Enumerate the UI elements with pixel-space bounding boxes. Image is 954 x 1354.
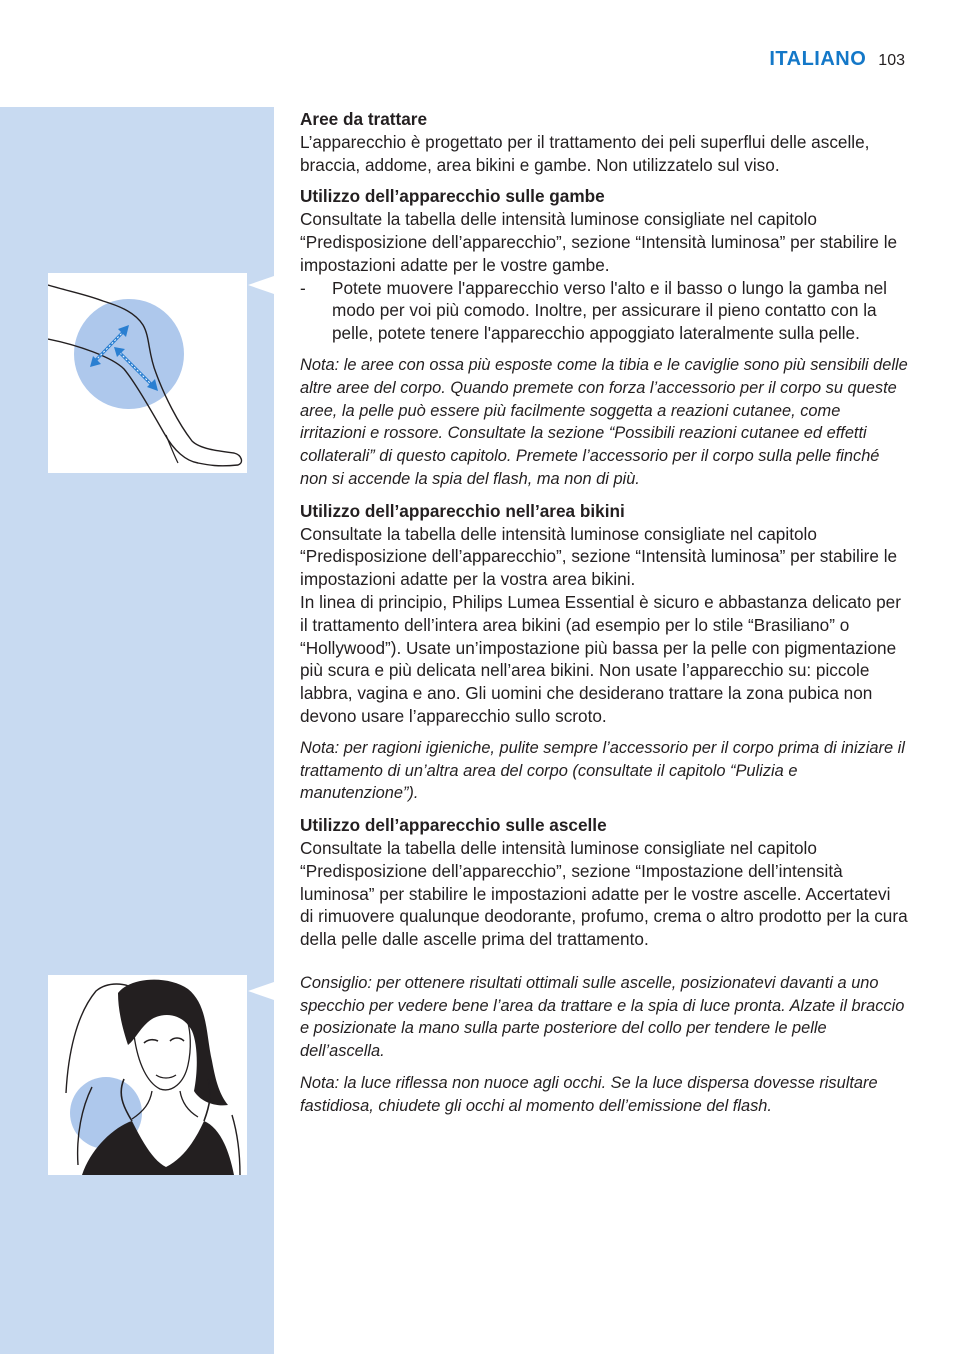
bullet-dash: -	[300, 277, 306, 298]
armpit-illustration	[48, 975, 247, 1175]
note-ascelle	[300, 1072, 908, 1118]
language-label: ITALIANO	[769, 48, 867, 70]
tip-text: Consiglio: per ottenere risultati ottimali sulle ascelle, posizionatevi davanti a uno specchio per vedere bene l’area da trattare e la spia di luce pronta. Alzate il braccio e posizionate la mano sulla parte posteriore del collo per tendere le pelle dell’ascella.	[300, 973, 905, 1061]
bullet-text: Potete muovere l'apparecchio verso l'alto e il basso o lungo la gamba nel modo per voi più comodo. Inoltre, per assicurare il pieno contatto con la pelle, potete tenere l'apparecchio appoggiato lateralmente sulla pelle.	[332, 277, 887, 344]
section-heading: Utilizzo dell’apparecchio nell’area bikini	[300, 500, 625, 521]
paragraph: Consultate la tabella delle intensità luminose consigliate nel capitolo “Predisposizione dell’apparecchio”, sezione “Intensità luminosa” per stabilire le impostazioni adatte per la vostra area bikini.	[300, 523, 898, 590]
page-number: 103	[878, 52, 905, 69]
paragraph: In linea di principio, Philips Lumea Essential è sicuro e abbastanza delicato per il trattamento dell’intera area bikini (ad esempio per lo stile “Brasiliano” o “Hollywood”). Usate un’impostazione più bassa per la pelle con pigmentazione più scura e più delicata nell’area bikini. Non usate l’apparecchio su: piccole labbra, vagina e ano. Gli uomini che desiderano trattare la zona pubica non devono usare l’apparecchio sullo scroto.	[300, 591, 901, 726]
section-ascelle	[300, 814, 908, 951]
note-text: Nota: per ragioni igieniche, pulite sempre l’accessorio per il corpo prima di iniziare il trattamento di un’altra area del corpo (consultate il capitolo “Pulizia e manutenzione”).	[300, 738, 905, 803]
tip-ascelle	[300, 972, 908, 1063]
page-header	[769, 48, 905, 71]
figure-pointer	[248, 276, 274, 294]
section-aree	[300, 108, 908, 176]
figure-pointer	[248, 982, 274, 1000]
bullet-item	[300, 277, 908, 345]
woman-raising-arm-armpit-icon	[48, 975, 247, 1175]
leg-illustration	[48, 273, 247, 473]
section-heading: Utilizzo dell’apparecchio sulle ascelle	[300, 815, 607, 836]
paragraph: Consultate la tabella delle intensità luminose consigliate nel capitolo “Predisposizione dell’apparecchio”, sezione “Intensità luminosa” per stabilire le impostazioni adatte per le vostre gambe.	[300, 209, 898, 275]
note-text: Nota: la luce riflessa non nuoce agli occhi. Se la luce dispersa dovesse risultare fastidiosa, chiudete gli occhi al momento dell’emissione del flash.	[300, 1074, 878, 1115]
section-heading: Aree da trattare	[300, 109, 428, 129]
section-bikini	[300, 500, 908, 728]
note-gambe	[300, 354, 908, 491]
note-text: Nota: le aree con ossa più esposte come la tibia e le caviglie sono più sensibili delle altre aree del corpo. Quando premete con forza l’accessorio per il corpo su queste aree, la pelle può essere più facilmente soggetta a reazioni cutanee, come irritazioni e rossore. Consultate la sezione “Possibili reazioni cutanee ed effetti collaterali” di questo capitolo. Premete l’accessorio per il corpo sulla pelle finché non si accende la spia del flash, ma non di più.	[300, 355, 908, 488]
paragraph: L’apparecchio è progettato per il trattamento dei peli superflui delle ascelle, braccia, addome, area bikini e gambe. Non utilizzatelo sul viso.	[300, 131, 870, 175]
section-gambe	[300, 185, 908, 345]
section-heading: Utilizzo dell’apparecchio sulle gambe	[300, 186, 605, 207]
leg-with-device-arrows-icon	[48, 273, 247, 473]
main-content	[300, 108, 908, 1127]
paragraph: Consultate la tabella delle intensità luminose consigliate nel capitolo “Predisposizione dell’apparecchio”, sezione “Impostazione dell’intensità luminosa” per stabilire le impostazioni adatte per le vostre ascelle. Accertatevi di rimuovere qualunque deodorante, profumo, crema o altro prodotto per la cura della pelle dalle ascelle prima del trattamento.	[300, 837, 908, 950]
note-bikini	[300, 737, 908, 805]
